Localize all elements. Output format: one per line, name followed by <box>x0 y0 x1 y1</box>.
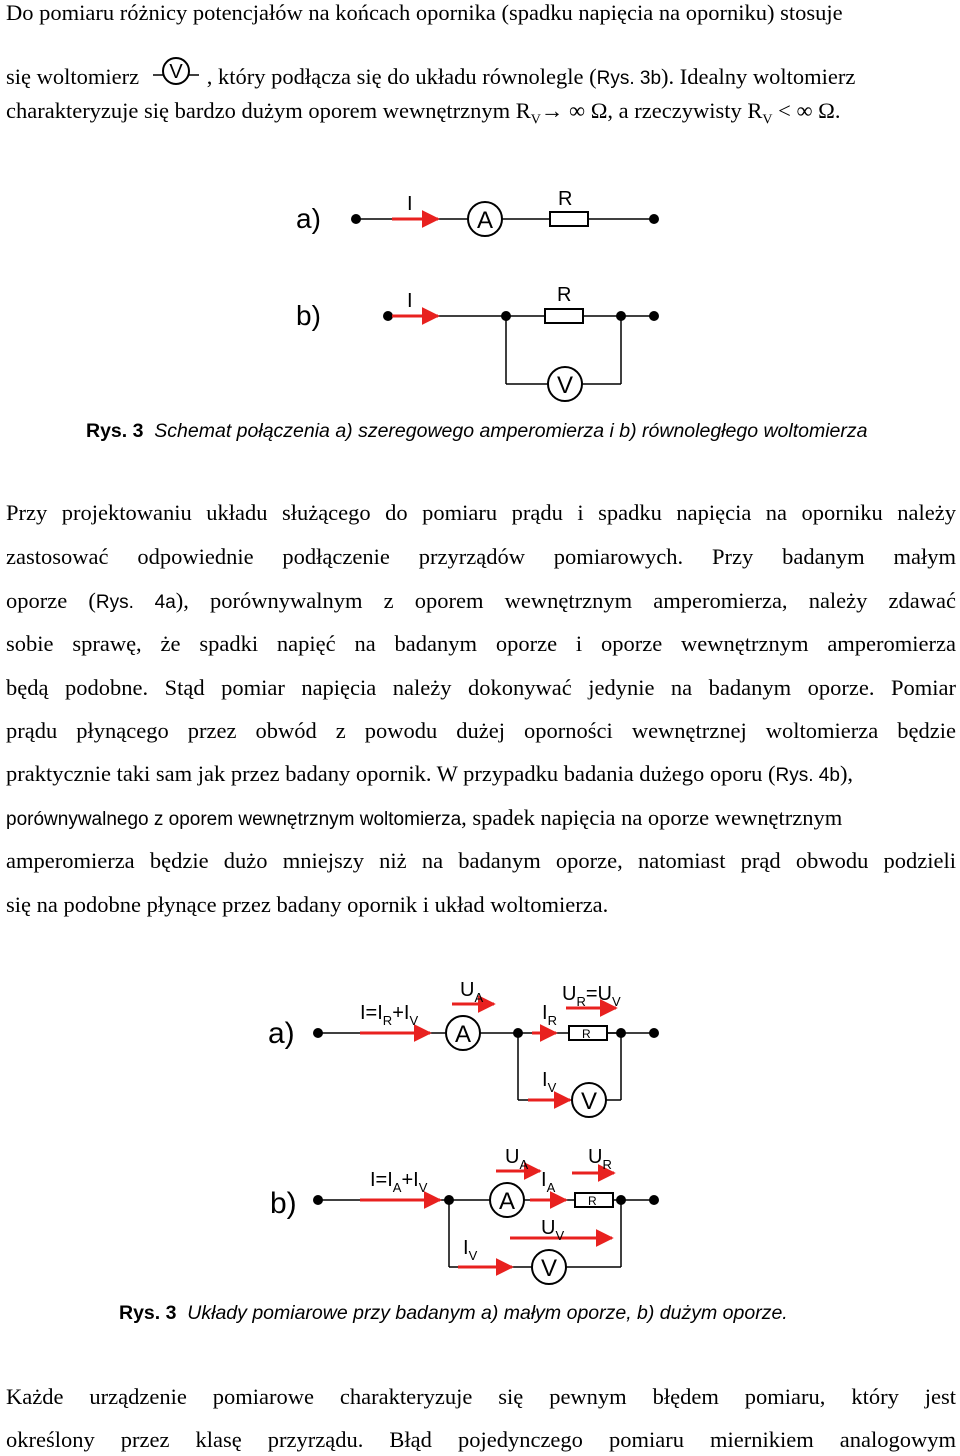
para2-line-3 <box>6 588 956 614</box>
para2-line-8 <box>6 805 842 831</box>
svg-text:V: V <box>580 1088 598 1115</box>
svg-text:IV: $I_V$ <box>463 1237 478 1263</box>
svg-text:UV: $U_V$ <box>541 1217 565 1243</box>
para2-line-7 <box>6 761 853 787</box>
text: ), porównywalnym z oporem wewnętrznym amperomierza, należy zdawać <box>175 588 956 613</box>
subscript: V <box>530 112 541 128</box>
para2-line-5: będą podobne. Stąd pomiar napięcia należy dokonywać jedynie na badanym oporze. Pomiar <box>6 675 956 700</box>
svg-text:R: R <box>582 1027 591 1041</box>
caption-ref: Rys. 3 <box>86 420 144 442</box>
svg-text:IR: $I_R$ <box>542 1002 557 1028</box>
subscript: V <box>762 112 773 128</box>
figure-ref: Rys. 4b <box>775 765 840 786</box>
para2-line-10: się na podobne płynące przez badany opornik i układ woltomierza. <box>6 892 609 917</box>
svg-text:V: V <box>540 1255 558 1282</box>
svg-text:IA: $I_A$ <box>541 1169 556 1195</box>
current-label: I <box>407 193 413 215</box>
svg-text:UR: $U_R$ <box>588 1146 612 1172</box>
intro-text: się woltomierz <box>6 64 140 89</box>
node <box>649 1195 659 1205</box>
caption-text: Układy pomiarowe przy badanym a) małym oporze, b) dużym oporze. <box>187 1302 788 1324</box>
svg-text:V: V <box>556 372 574 399</box>
intro-text: → ∞ Ω, a rzeczywisty R <box>540 98 763 123</box>
text: , spadek napięcia na oporze wewnętrznym <box>461 805 843 830</box>
para2-line-9: amperomierza będzie dużo mniejszy niż na badanym oporze, natomiast prąd obwodu podzieli <box>6 848 956 873</box>
figure-1-caption <box>86 420 868 443</box>
para3-line-1: Każde urządzenie pomiarowe charakteryzuje się pewnym błędem pomiaru, który jest <box>6 1384 956 1409</box>
intro-text: charakteryzuje się bardzo dużym oporem wewnętrznym R <box>6 98 531 123</box>
para2-line-6: prądu płynącego przez obwód z powodu dużej oporności wewnętrznej woltomierza będzie <box>6 718 956 743</box>
node <box>649 1028 659 1038</box>
svg-text:A: A <box>498 1188 516 1215</box>
caption-ref: Rys. 3 <box>119 1302 177 1324</box>
para3-line-2: określony przez klasę przyrządu. Błąd pojedynczego pomiaru miernikiem analogowym <box>6 1427 956 1452</box>
svg-text:IV: $I_V$ <box>542 1069 557 1095</box>
resistor-icon <box>545 309 583 323</box>
fig1-b-label: b) <box>296 300 321 331</box>
figure-2-circuit <box>0 970 960 1300</box>
node <box>649 214 659 224</box>
svg-text:UR=UV: $U_R=U_V$ <box>562 983 621 1009</box>
caption-text: Schemat połączenia a) szeregowego amperomierza i b) równoległego woltomierza <box>154 420 868 442</box>
para2-line-4: sobie sprawę, że spadki napięć na badanym oporze i oporze wewnętrznym amperomierza <box>6 631 956 656</box>
svg-text:A: A <box>476 207 494 234</box>
svg-text:UA: $U_A$ <box>505 1146 529 1172</box>
resistor-label: R <box>557 284 572 306</box>
intro-text: ). Idealny woltomierz <box>661 64 856 89</box>
svg-text:I=IR+IV: $I=I_R+I_V$ <box>360 1002 419 1028</box>
figure-ref: Rys. 4a <box>95 592 176 613</box>
current-label: I <box>407 290 413 312</box>
fig1-a-label: a) <box>296 203 321 234</box>
node <box>649 311 659 321</box>
para2-line-2: zastosować odpowiednie podłączenie przyrządów pomiarowych. Przy badanym małym <box>6 544 956 569</box>
text: porównywalnego z oporem wewnętrznym woltomierza <box>6 809 462 830</box>
figure-ref: Rys. 3b <box>596 68 662 89</box>
svg-text:I=IA+IV: $I=I_A+I_V$ <box>370 1169 428 1195</box>
intro-text: , który podłącza się do układu równolegle ( <box>206 64 597 89</box>
para2-line-1: Przy projektowaniu układu służącego do pomiaru prądu i spadku napięcia na oporniku należy <box>6 500 956 525</box>
svg-text:V: V <box>169 61 183 83</box>
intro-text: < ∞ Ω. <box>772 98 841 123</box>
resistor-label: R <box>558 188 573 210</box>
fig2-b-label: b) <box>270 1187 297 1220</box>
text: ), <box>839 761 854 786</box>
figure-1-circuit <box>0 0 960 420</box>
fig2-a-label: a) <box>268 1017 295 1050</box>
svg-text:A: A <box>454 1021 472 1048</box>
svg-text:UA: $U_A$ <box>460 979 484 1005</box>
svg-text:R: R <box>588 1194 597 1208</box>
text: praktycznie taki sam jak przez badany opornik. W przypadku badania dużego oporu ( <box>6 761 776 786</box>
figure-2-caption <box>119 1302 788 1325</box>
resistor-icon <box>550 212 588 226</box>
intro-line-1: Do pomiaru różnicy potencjałów na końcach opornika (spadku napięcia na oporniku) stosuje <box>6 0 843 25</box>
text: oporze ( <box>6 588 96 613</box>
